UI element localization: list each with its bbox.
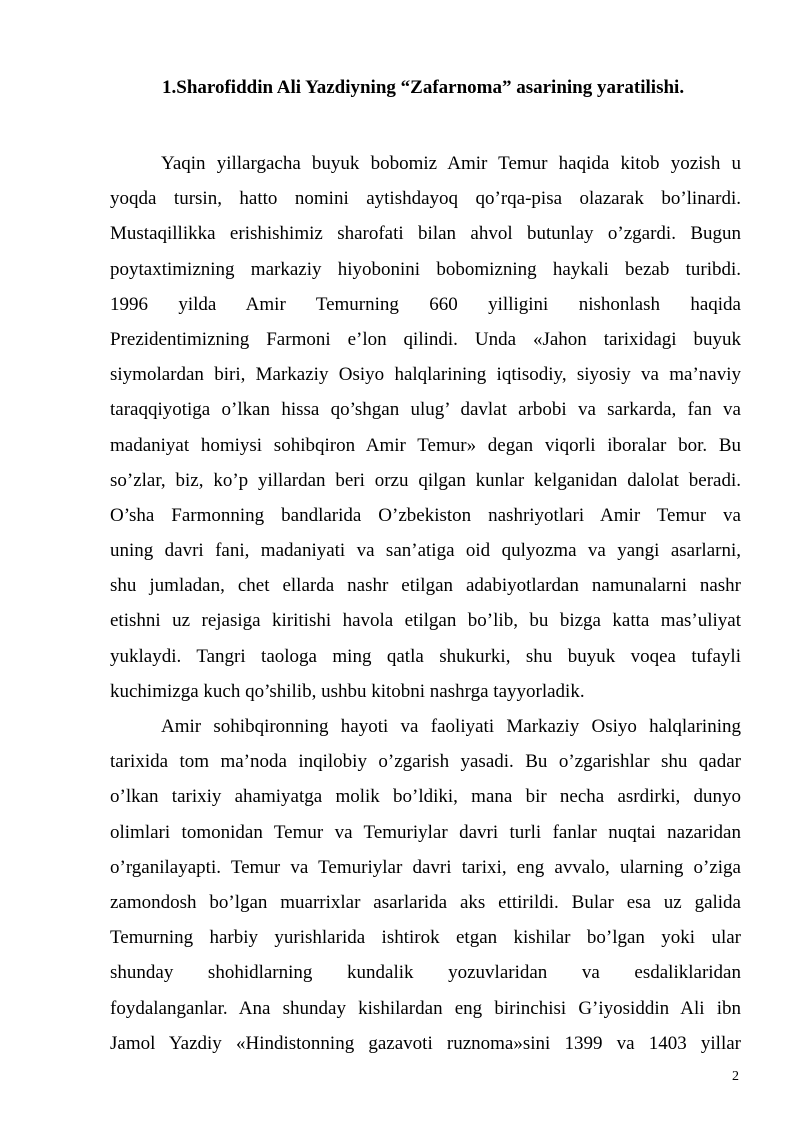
text-line: tarixida tom ma’noda inqilobiy o’zgarish yasadi. Bu o’zgarishlar shu qadar [110, 751, 741, 773]
text-line: Jamol Yazdiy «Hindistonning gazavoti ruznoma»sini 1399 va 1403 yillar [110, 1032, 741, 1054]
text-line: olimlari tomonidan Temur va Temuriylar davri turli fanlar nuqtai nazaridan [110, 821, 741, 843]
text-line: Amir sohibqironning hayoti va faoliyati Markaziy Osiyo halqlarining [161, 716, 741, 737]
text-line: etishni uz rejasiga kiritishi havola etilgan bo’lib, bu bizga katta mas’uliyat [110, 610, 741, 632]
text-line: Mustaqillikka erishishimiz sharofati bilan ahvol butunlay o’zgardi. Bugun [110, 223, 741, 245]
text-line: o’lkan tarixiy ahamiyatga molik bo’ldiki, mana bir necha asrdirki, dunyo [110, 786, 741, 808]
paragraph-1 [110, 146, 741, 709]
text-line: madaniyat homiysi sohibqiron Amir Temur» degan viqorli iboralar bor. Bu [110, 434, 741, 456]
text-line: siymolardan biri, Markaziy Osiyo halqlarining iqtisodiy, siyosiy va ma’naviy [110, 364, 741, 386]
text-line: yuklaydi. Tangri taologa ming qatla shukurki, shu buyuk voqea tufayli [110, 645, 741, 667]
text-line: Temurning harbiy yurishlarida ishtirok etgan kishilar bo’lgan yoki ular [110, 927, 741, 949]
text-line: kuchimizga kuch qo’shilib, ushbu kitobni nashrga tayyorladik. [110, 680, 585, 702]
text-line: shunday shohidlarning kundalik yozuvlaridan va esdaliklaridan [110, 962, 741, 984]
section-title: 1.Sharofiddin Ali Yazdiyning “Zafarnoma” asarining yaratilishi. [162, 77, 685, 98]
text-line: taraqqiyotiga o’lkan hissa qo’shgan ulug’ davlat arbobi va sarkarda, fan va [110, 399, 741, 421]
text-line: o’rganilayapti. Temur va Temuriylar davri tarixi, eng avvalo, ularning o’ziga [110, 856, 741, 878]
paragraph-2 [110, 709, 741, 1061]
page-number: 2 [732, 1069, 739, 1084]
body-text [110, 146, 741, 1061]
text-line: uning davri fani, madaniyati va san’atiga oid qulyozma va yangi asarlarni, [110, 540, 741, 562]
text-line: so’zlar, biz, ko’p yillardan beri orzu qilgan kunlar kelganidan dalolat beradi. [110, 469, 741, 491]
text-line: zamondosh bo’lgan muarrixlar asarlarida aks ettirildi. Bular esa uz galida [110, 891, 741, 913]
text-line: foydalanganlar. Ana shunday kishilardan eng birinchisi G’iyosiddin Ali ibn [110, 997, 741, 1019]
text-line: O’sha Farmonning bandlarida O’zbekiston nashriyotlari Amir Temur va [110, 504, 741, 526]
text-line: 1996 yilda Amir Temurning 660 yilligini nishonlash haqida [110, 293, 741, 315]
text-line: shu jumladan, chet ellarda nashr etilgan adabiyotlardan namunalarni nashr [110, 575, 741, 597]
text-line: Prezidentimizning Farmoni e’lon qilindi. Unda «Jahon tarixidagi buyuk [110, 328, 741, 350]
text-line: poytaxtimizning markaziy hiyobonini bobomizning haykali bezab turibdi. [110, 258, 741, 280]
text-line: Yaqin yillargacha buyuk bobomiz Amir Temur haqida kitob yozish u [161, 153, 741, 174]
text-line: yoqda tursin, hatto nomini aytishdayoq qo’rqa-pisa olazarak bo’linardi. [110, 188, 741, 210]
